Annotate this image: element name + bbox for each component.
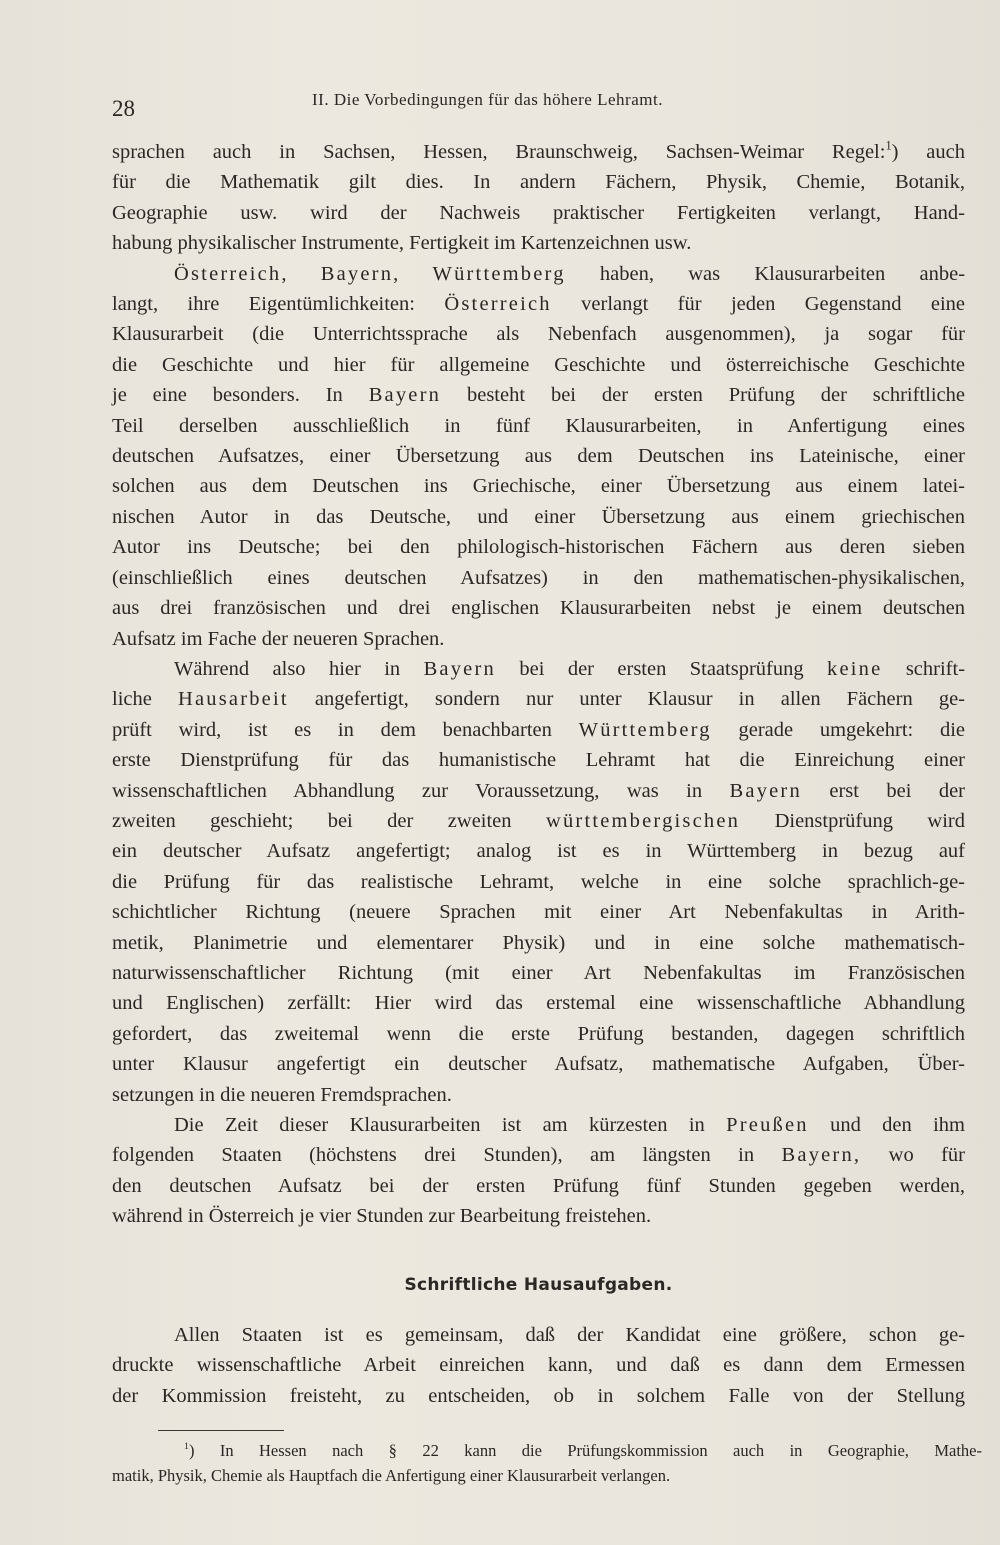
- text-line: folgenden Staaten (höchstens drei Stunden), am längsten in Bayern, wo für: [112, 1144, 966, 1167]
- text-line: Österreich, Bayern, Württemberg haben, was Klausurarbeiten anbe-: [174, 262, 966, 285]
- text-line: Aufsatz im Fache der neueren Sprachen.: [112, 627, 445, 650]
- text-line: schichtlicher Richtung (neuere Sprachen mit einer Art Nebenfakultas in Arith-: [112, 901, 965, 924]
- text-line: wissenschaftlichen Abhandlung zur Voraussetzung, was in Bayern erst bei der: [112, 779, 965, 802]
- running-head: II. Die Vorbedingungen für das höhere Lehramt.: [312, 90, 663, 109]
- text-line: gefordert, das zweitemal wenn die erste Prüfung bestanden, dagegen schriftlich: [112, 1022, 965, 1045]
- section-heading: Schriftliche Hausaufgaben.: [404, 1274, 673, 1295]
- footnote-marker: 1: [184, 1441, 189, 1453]
- text-line: naturwissenschaftlicher Richtung (mit einer Art Nebenfakultas im Französischen: [112, 961, 965, 984]
- text-line: langt, ihre Eigentümlichkeiten: Österreich verlangt für jeden Gegenstand eine: [112, 293, 966, 316]
- text-line: und Englischen) zerfällt: Hier wird das erstemal eine wissenschaftliche Abhandlung: [112, 992, 965, 1015]
- text-line: (einschließlich eines deutschen Aufsatzes) in den mathematischen-physikalischen,: [112, 566, 965, 589]
- text-line: liche Hausarbeit angefertigt, sondern nur unter Klausur in allen Fächern ge-: [112, 688, 966, 711]
- text-line: Allen Staaten ist es gemeinsam, daß der Kandidat eine größere, schon ge-: [174, 1324, 965, 1347]
- footnotes: [112, 1438, 982, 1488]
- text-line: zweiten geschieht; bei der zweiten württembergischen Dienstprüfung wird: [112, 809, 965, 832]
- text-line: die Prüfung für das realistische Lehramt, welche in eine solche sprachlich-ge-: [112, 870, 965, 893]
- text-line: Die Zeit dieser Klausurarbeiten ist am kürzesten in Preußen und den ihm: [174, 1114, 965, 1136]
- footnote-line: $^1$) In Hessen nach § 22 kann die Prüfungskommission auch in Geographie, Mathe-: [184, 1441, 982, 1460]
- text-line: unter Klausur angefertigt ein deutscher Aufsatz, mathematische Aufgaben, Über-: [112, 1053, 965, 1076]
- footnote-reference: 1: [885, 138, 892, 153]
- text-line: nischen Autor in das Deutsche, und einer Übersetzung aus einem griechischen: [112, 505, 965, 528]
- body-text: [112, 137, 965, 1411]
- footnote-line: matik, Physik, Chemie als Hauptfach die Anfertigung einer Klausurarbeit verlangen.: [112, 1466, 671, 1485]
- page-header: [112, 88, 912, 128]
- text-line: deutschen Aufsatzes, einer Übersetzung aus dem Deutschen ins Lateinische, einer: [112, 445, 965, 468]
- text-line: Geographie usw. wird der Nachweis praktischer Fertigkeiten verlangt, Hand-: [112, 201, 965, 224]
- text-line: solchen aus dem Deutschen ins Griechische, einer Übersetzung aus einem latei-: [112, 475, 965, 498]
- text-line: Während also hier in Bayern bei der ersten Staatsprüfung keine schrift-: [174, 657, 966, 680]
- text-line: habung physikalischer Instrumente, Fertigkeit im Kartenzeichnen usw.: [112, 232, 692, 255]
- page-number: 28: [112, 96, 135, 121]
- text-line: die Geschichte und hier für allgemeine Geschichte und österreichische Geschichte: [112, 353, 965, 376]
- text-line: erste Dienstprüfung für das humanistische Lehramt hat die Einreichung einer: [112, 749, 965, 772]
- text-line: den deutschen Aufsatz bei der ersten Prüfung fünf Stunden gegeben werden,: [112, 1174, 965, 1197]
- text-line: Klausurarbeit (die Unterrichtssprache als Nebenfach ausgenommen), ja sogar für: [112, 323, 965, 346]
- text-line: der Kommission freisteht, zu entscheiden, ob in solchem Falle von der Stellung: [112, 1384, 965, 1407]
- text-line: sprachen auch in Sachsen, Hessen, Braunschweig, Sachsen-Weimar Regel:$^1$) auch: [112, 138, 965, 163]
- text-line: Autor ins Deutsche; bei den philologisch-historischen Fächern aus deren sieben: [112, 536, 965, 559]
- text-line: ein deutscher Aufsatz angefertigt; analog ist es in Württemberg in bezug auf: [112, 840, 965, 863]
- text-line: für die Mathematik gilt dies. In andern Fächern, Physik, Chemie, Botanik,: [112, 171, 965, 194]
- text-line: aus drei französischen und drei englischen Klausurarbeiten nebst je einem deutschen: [112, 597, 965, 620]
- text-line: während in Österreich je vier Stunden zur Bearbeitung freistehen.: [112, 1205, 652, 1228]
- text-line: druckte wissenschaftliche Arbeit einreichen kann, und daß es dann dem Ermessen: [112, 1354, 965, 1377]
- footnote-divider: [158, 1430, 284, 1431]
- text-line: je eine besonders. In Bayern besteht bei der ersten Prüfung der schriftliche: [112, 384, 965, 407]
- text-line: setzungen in die neueren Fremdsprachen.: [112, 1083, 452, 1106]
- text-line: metik, Planimetrie und elementarer Physik) und in eine solche mathematisch-: [112, 931, 965, 954]
- text-line: Teil derselben ausschließlich in fünf Klausurarbeiten, in Anfertigung eines: [112, 414, 965, 437]
- text-line: prüft wird, ist es in dem benachbarten Württemberg gerade umgekehrt: die: [112, 718, 965, 741]
